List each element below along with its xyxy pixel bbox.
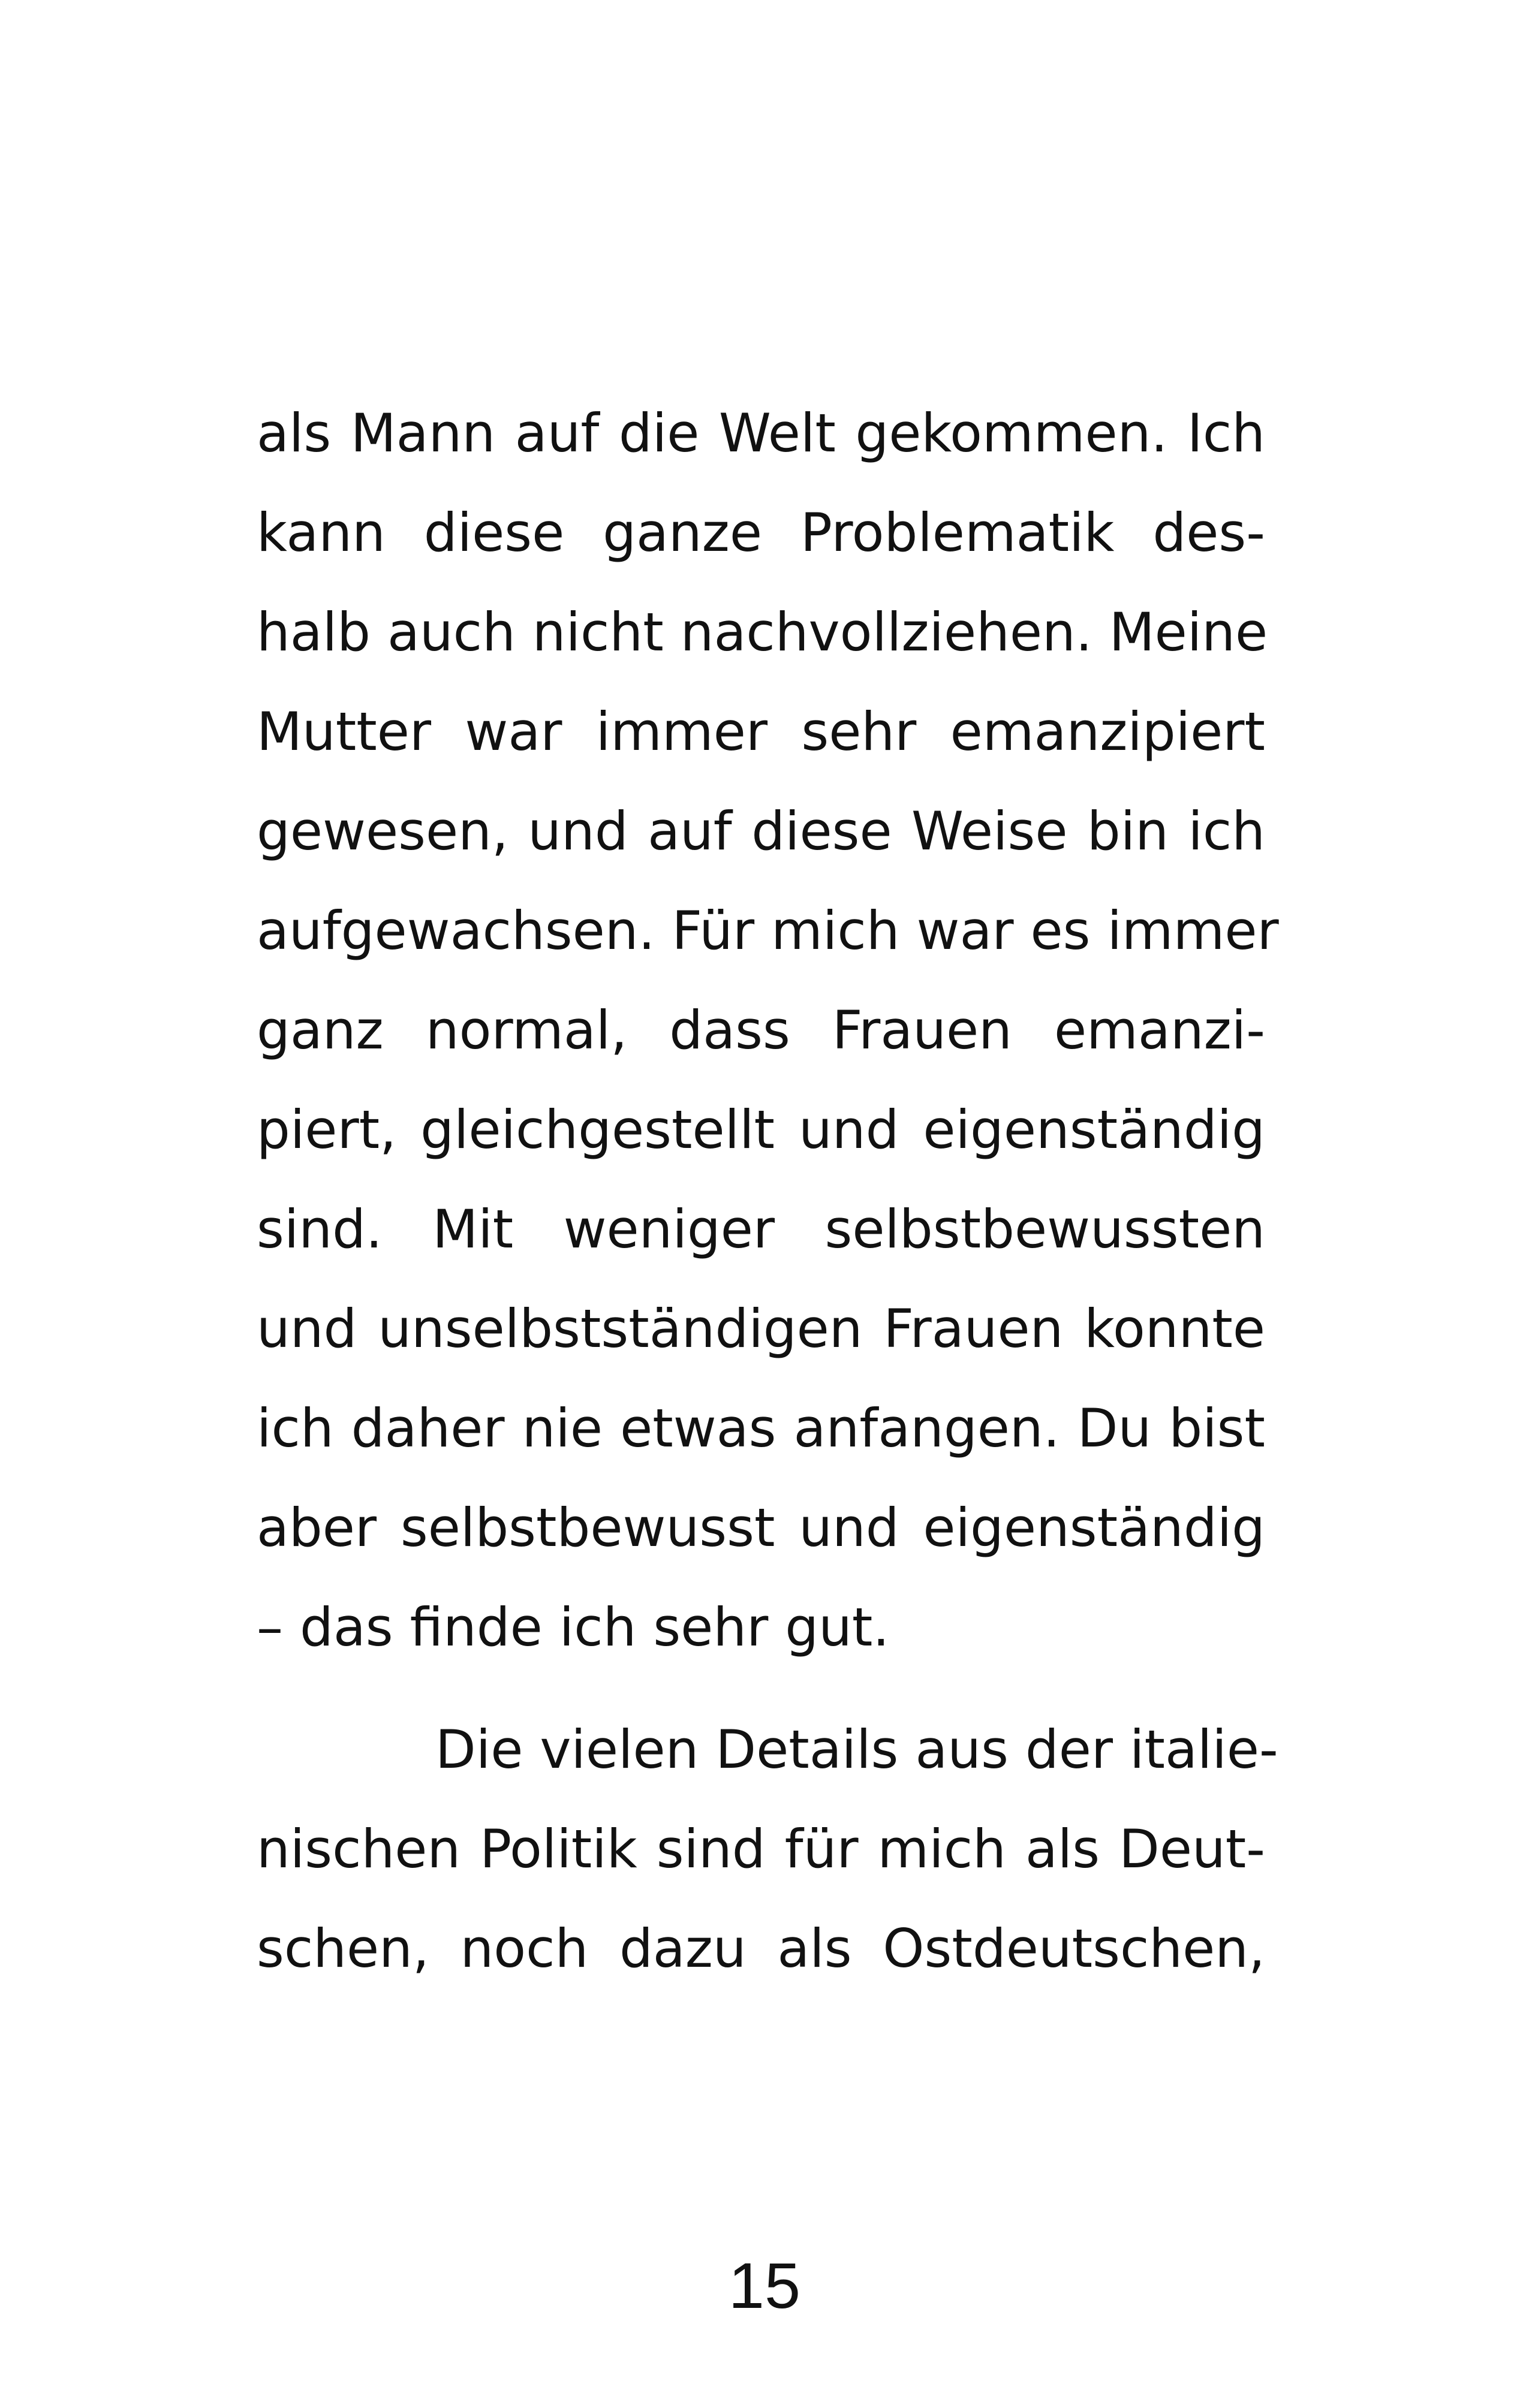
text-line: aufgewachsen. Für mich war es immer (257, 900, 1279, 962)
text-line: kann diese ganze Problematik des- (257, 502, 1265, 563)
text-line: halb auch nicht nachvollziehen. Meine (257, 601, 1268, 663)
page-number: 15 (728, 2249, 801, 2322)
text-line: Mutter war immer sehr emanzipiert (257, 701, 1265, 763)
paragraph-2 (257, 1700, 1278, 1999)
text-line: sind. Mit weniger selbstbewussten (257, 1198, 1265, 1260)
paragraph-spacer (257, 1677, 1265, 1700)
text-line: – das finde ich sehr gut. (257, 1596, 890, 1658)
text-line: gewesen, und auf diese Weise bin ich (257, 800, 1265, 862)
text-line: piert, gleichgestellt und eigenständig (257, 1099, 1265, 1161)
text-line: ganz normal, dass Frauen emanzi- (257, 999, 1265, 1061)
body-text (257, 384, 1279, 1999)
text-line: nischen Politik sind für mich als Deut- (257, 1818, 1265, 1880)
text-line: aber selbstbewusst und eigenständig (257, 1497, 1265, 1559)
paragraph-1 (257, 384, 1279, 1677)
text-line: als Mann auf die Welt gekommen. Ich (257, 402, 1265, 464)
text-line: und unselbstständigen Frauen konnte (257, 1298, 1265, 1360)
text-line: ich daher nie etwas anfangen. Du bist (257, 1397, 1265, 1459)
text-line: Die vielen Details aus der italie- (435, 1719, 1278, 1780)
text-line: schen, noch dazu als Ostdeutschen, (257, 1918, 1265, 1979)
